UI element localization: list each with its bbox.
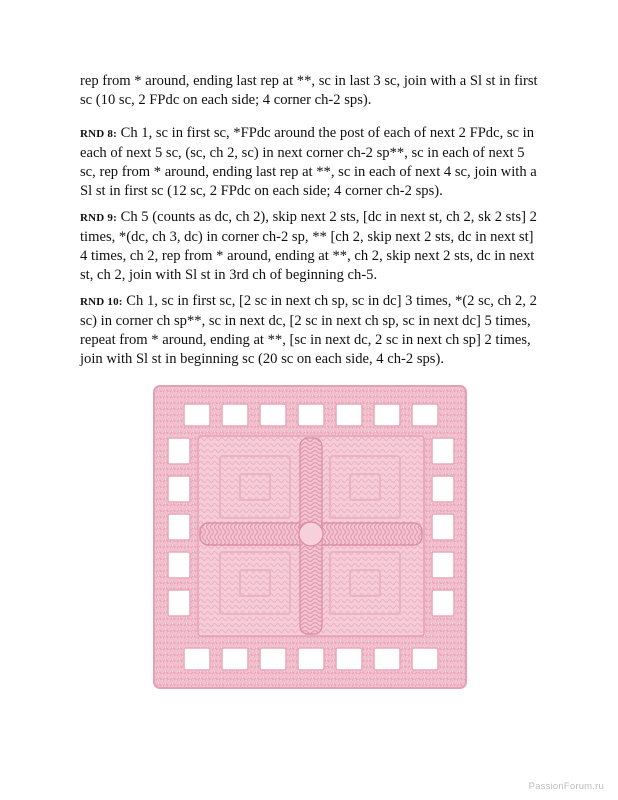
pattern-paragraph-rnd-10 <box>80 292 540 369</box>
pattern-paragraph-rnd-9 <box>80 208 540 285</box>
paragraph-text: rep from * around, ending last rep at **, sc in last 3 sc, join with a Sl st in first sc (10 sc, 2 FPdc on each side; 4 corner ch-2 sps). <box>80 73 538 108</box>
round-label: RND 9: <box>80 212 117 224</box>
paragraph-text: Ch 1, sc in first sc, [2 sc in next ch sp, sc in dc] 3 times, *(2 sc, ch 2, 2 sc) in corner ch sp**, sc in next dc, [2 sc in next ch sp, sc in next dc] 5 times, repeat from * around, ending at **, [sc in next dc, 2 sc in next ch sp] 2 times, join with Sl st in beginning sc (20 sc on each side, 4 ch-2 sps). <box>80 293 537 367</box>
center-knot <box>299 522 323 546</box>
round-label: RND 8: <box>80 128 117 140</box>
paragraph-text: Ch 1, sc in first sc, *FPdc around the post of each of next 2 FPdc, sc in each of next 5 sc, (sc, ch 2, sc) in next corner ch-2 sp**, sc in each of next 5 sc, rep from * around, ending last rep at **, sc in each of next 4 sc, join with a Sl st in first sc (12 sc, 2 FPdc on each side; 4 corner ch-2 sps). <box>80 125 537 199</box>
paragraph-text: Ch 5 (counts as dc, ch 2), skip next 2 sts, [dc in next st, ch 2, sk 2 sts] 2 times, *(dc, ch 3, dc) in corner ch-2 sp, ** [ch 2, skip next 2 sts, dc in next st] 4 times, ch 2, rep from * around, ending at **, ch 2, skip next 2 sts, dc in next st, ch 2, join with Sl st in 3rd ch of beginning ch-5. <box>80 209 537 283</box>
round-label: RND 10: <box>80 296 123 308</box>
pattern-paragraph-continuation <box>80 72 540 110</box>
crochet-square-photo <box>150 382 470 694</box>
watermark: PassionForum.ru <box>528 781 604 792</box>
pattern-paragraph-rnd-8 <box>80 124 540 201</box>
